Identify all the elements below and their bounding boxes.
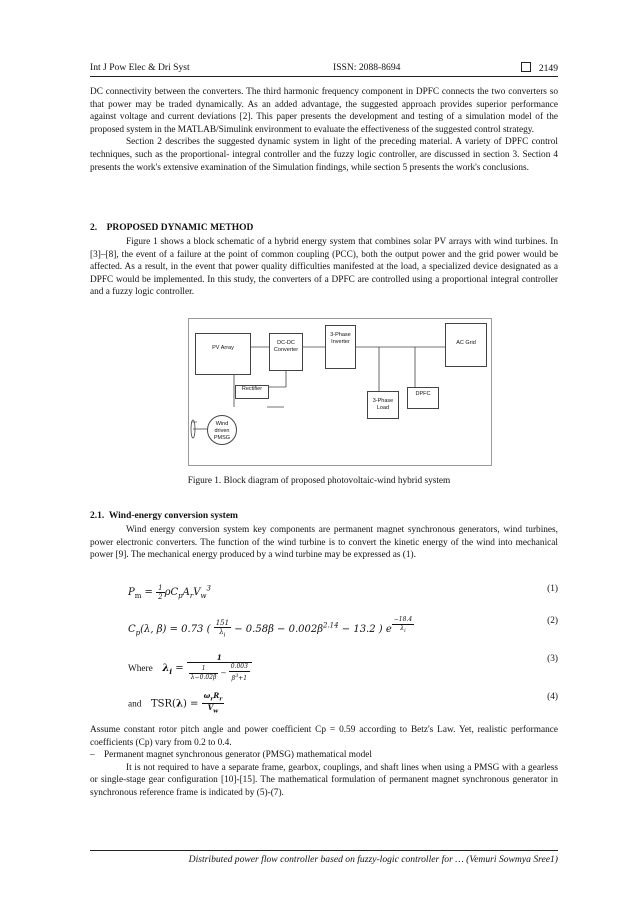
block-diagram [188, 318, 492, 466]
pmsg-bullet-text: Permanent magnet synchronous generator (PMSG) mathematical model [104, 750, 372, 761]
dc-dc-converter-label: DC-DC Converter [273, 340, 299, 353]
section-2-1-heading-text: 2.1. Wind-energy conversion system [90, 511, 238, 521]
equation-4: and TSR(λ) = $\frac{\omega_rR_r}{V_w}$ (4) [128, 691, 558, 715]
page-number-group [521, 62, 558, 74]
dc-dc-converter-block [269, 333, 303, 371]
bullet-dash: – [90, 750, 95, 761]
intro-paragraph-2: Section 2 describes the suggested dynamic system in light of the preceding material. A variety of DPFC control techniques, such as the proportional- integral controller and the fuzzy logic controller, are discussed in section 3. Section 4 presents the work's extensive examination of the Simulation findings, while section 5 presents the work's conclusions. [90, 137, 558, 173]
section-2-text [90, 236, 558, 299]
pmsg-block [207, 415, 237, 445]
equation-3: Where $\lambda_i$ = 1 $\frac{1}{\lambda-0.02\beta}$ − $\frac{0.003}{\beta^3+1}$ (3) [128, 653, 558, 682]
pv-array-block [195, 333, 251, 375]
dpfc-label: DPFC [415, 391, 431, 397]
dpfc-block [407, 387, 439, 409]
pmsg-label: Wind driven PMSG [213, 421, 231, 441]
equation-1: $P_m$ = $\frac{1}{2}$ $\rho C_pA_rV_w^3$ (1) [128, 584, 558, 601]
page-number: 2149 [538, 63, 558, 74]
running-footer: Distributed power flow controller based on fuzzy-logic controller for … (Vemuri Sowmya Sree1) [90, 850, 558, 865]
section-2-1-paragraph-2: Assume constant rotor pitch angle and power coefficient Cp = 0.59 according to Betz's Law. Yet, realistic performance coefficients (Cp) vary from 0.2 to 0.4. [90, 725, 558, 748]
load-block [367, 391, 399, 419]
section-2-heading [90, 223, 253, 233]
section-2-heading-text: 2. PROPOSED DYNAMIC METHOD [90, 223, 254, 233]
and-label: and [128, 699, 142, 710]
square-icon [521, 62, 531, 72]
inverter-label: 3-Phase Inverter [330, 332, 351, 345]
intro-paragraph-1: DC connectivity between the converters. The third harmonic frequency component in DPFC connects the two converters so that power may be traded dynamically. As an added advantage, the suggested approach provides superior performance against voltage and current deviations [2]. This paper presents the development and testing of a simulation model of the proposed system in the MATLAB/Simulink environment to evaluate the effectiveness of the suggested control strategy. [90, 87, 558, 135]
pmsg-bullet [90, 749, 558, 762]
inverter-block [325, 325, 356, 369]
rectifier-block [235, 385, 269, 399]
load-label: 3-Phase Load [372, 398, 394, 411]
journal-name: Int J Pow Elec & Dri Syst [90, 62, 190, 73]
section-2-1-text [90, 524, 558, 562]
section-2-1-text-2 [90, 724, 558, 800]
ac-grid-label: AC Grid [456, 340, 476, 346]
section-2-paragraph: Figure 1 shows a block schematic of a hybrid energy system that combines solar PV arrays with wind turbines. In [3]–[8], the event of a failure at the point of common coupling (PCC), both the output power and the grid power would be affected. As a result, in the event that power quality difficulties manifested at the load, a specialized device designated as a DPFC would be implemented. In this study, the converters of a DPFC are controlled using a proportional integral controller and a fuzzy logic controller. [90, 237, 558, 298]
rectifier-label: Rectifier [241, 386, 263, 392]
equation-4-number: (4) [547, 692, 558, 702]
equation-1-number: (1) [547, 584, 558, 594]
issn: ISSN: 2088-8694 [333, 62, 401, 73]
intro-text [90, 86, 558, 174]
equation-2: $C_p(\lambda$, β) = 0.73 ( $\frac{151}{\lambda_i}$ − $0.58\beta - 0.002\beta^{2.14} - 13.2$ ) e $^{\frac{-18.4}{\lambda_i}}$ (2) [128, 616, 558, 639]
section-2-1-heading [90, 511, 238, 521]
running-header [90, 62, 558, 77]
wind-turbine-icon [191, 420, 207, 438]
equation-2-number: (2) [547, 616, 558, 626]
where-label: Where [128, 664, 153, 674]
pv-array-label: PV Array [212, 345, 234, 351]
section-2-1-paragraph-3: It is not required to have a separate frame, gearbox, couplings, and shaft lines when using a PMSG with a gearless or single-stage gear configuration [10]-[15]. The mathematical formulation of permanent magnet synchronous generator in synchronous reference frame is indicated by (5)-(7). [90, 762, 558, 798]
ac-grid-block [445, 323, 487, 367]
section-2-1-paragraph-1: Wind energy conversion system key components are permanent magnet synchronous generators, wind turbines, power electronic converters. The function of the wind turbine is to convert the kinetic energy of the wind into mechanical power [9]. The mechanical energy produced by a wind turbine may be expressed as (1). [90, 525, 558, 561]
equation-3-number: (3) [547, 654, 558, 664]
figure-caption: Figure 1. Block diagram of proposed photovoltaic-wind hybrid system [187, 476, 451, 486]
